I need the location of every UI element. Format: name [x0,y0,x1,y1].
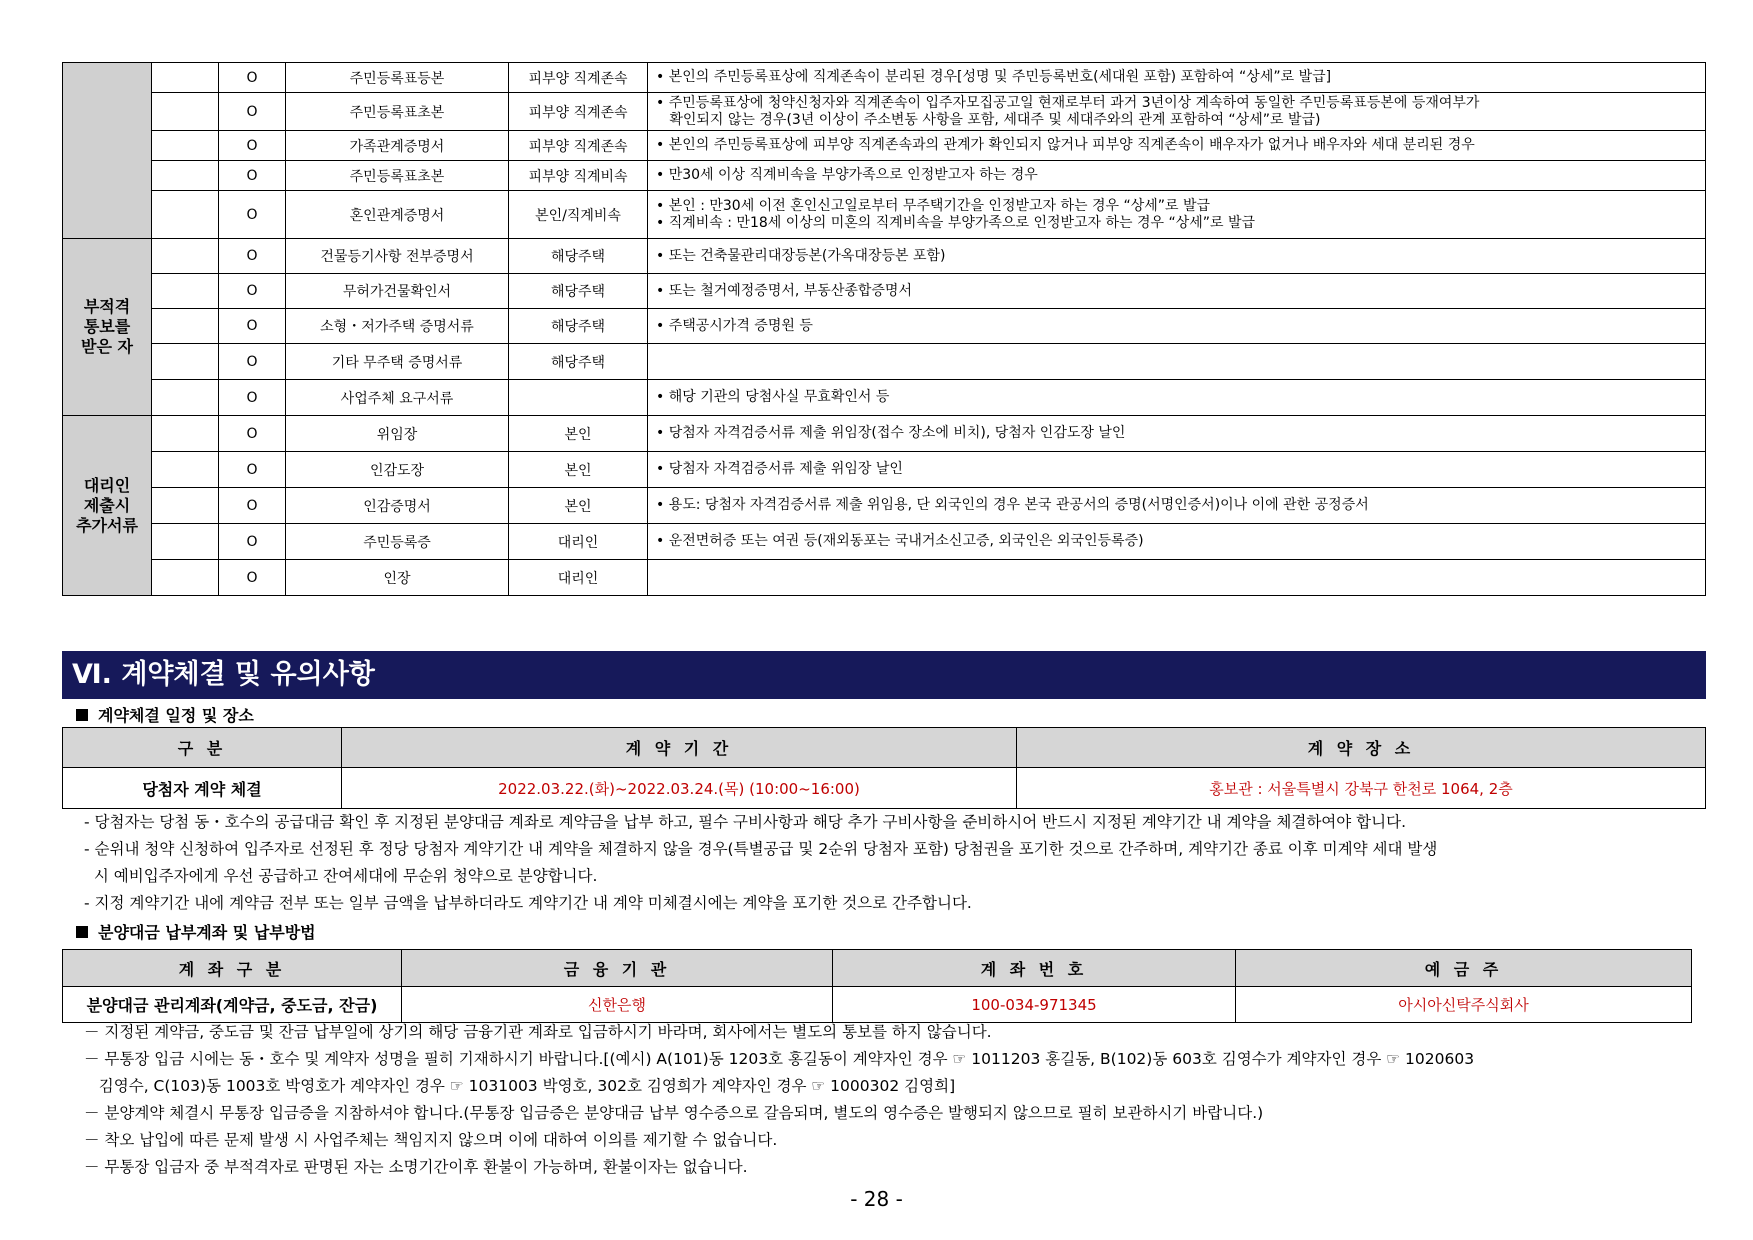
doc-row [63,191,1706,239]
doc-target: 해당주택 [509,274,648,309]
doc-note-line: • 당첨자 자격검증서류 제출 위임장 날인 [656,461,903,477]
doc-notes [648,524,1706,560]
doc-blank-cell [152,93,219,131]
doc-notes [648,131,1706,161]
doc-mark: O [219,93,286,131]
bank-name: 신한은행 [402,987,833,1023]
doc-blank-cell [152,191,219,239]
doc-name: 주민등록표등본 [286,63,509,93]
doc-note-line: • 용도: 당첨자 자격검증서류 제출 위임용, 단 외국인의 경우 본국 관공서의 증명(서명인증서)이나 이에 관한 공정증서 [656,497,1369,513]
note-line: 시 예비입주자에게 우선 공급하고 잔여세대에 무순위 청약으로 분양합니다. [84,867,598,885]
doc-mark: O [219,344,286,380]
note-line: - 당첨자는 당첨 동・호수의 공급대금 확인 후 지정된 분양대금 계좌로 계약금을 납부 하고, 필수 구비사항과 해당 추가 구비사항을 준비하시어 반드시 지정된 계약기간 내 계약을 체결하여야 합니다. [84,813,1407,831]
doc-notes [648,309,1706,344]
doc-name: 인감증명서 [286,488,509,524]
header-bank: 금 융 기 관 [402,950,833,987]
doc-name: 혼인관계증명서 [286,191,509,239]
doc-note-line: • 만30세 이상 직계비속을 부양가족으로 인정받고자 하는 경우 [656,167,1038,183]
doc-target: 대리인 [509,524,648,560]
doc-name: 건물등기사항 전부증명서 [286,239,509,274]
doc-note-line: • 운전면허증 또는 여권 등(재외동포는 국내거소신고증, 외국인은 외국인등록증) [656,533,1144,549]
contract-row-label: 당첨자 계약 체결 [63,768,342,809]
doc-notes [648,239,1706,274]
doc-blank-cell [152,488,219,524]
doc-blank-cell [152,380,219,416]
doc-row [63,560,1706,596]
doc-row [63,63,1706,93]
doc-blank-cell [152,239,219,274]
payment-subhead: 분양대금 납부계좌 및 납부방법 [76,920,316,943]
doc-name: 주민등록표초본 [286,93,509,131]
doc-target: 해당주택 [509,239,648,274]
doc-notes [648,380,1706,416]
doc-notes [648,452,1706,488]
square-bullet-icon [76,709,88,721]
doc-mark: O [219,416,286,452]
doc-mark: O [219,560,286,596]
note-line: - 지정 계약기간 내에 계약금 전부 또는 일부 금액을 납부하더라도 계약기간 내 계약 미체결시에는 계약을 포기한 것으로 간주합니다. [84,894,972,912]
doc-target [509,380,648,416]
doc-target: 본인 [509,416,648,452]
note-line: － 무통장 입금 시에는 동・호수 및 계약자 성명을 필히 기재하시기 바랍니다.[(예시) A(101)동 1203호 홍길동이 계약자인 경우 ☞ 1011203 홍길동, B(102)동 603호 김영수가 계약자인 경우 ☞ 1020603 [84,1050,1475,1068]
doc-notes [648,560,1706,596]
doc-target: 해당주택 [509,344,648,380]
doc-note-line: • 당첨자 자격검증서류 제출 위임장(접수 장소에 비치), 당첨자 인감도장 날인 [656,425,1126,441]
doc-mark: O [219,524,286,560]
doc-row [63,131,1706,161]
doc-mark: O [219,191,286,239]
doc-mark: O [219,488,286,524]
doc-mark: O [219,63,286,93]
doc-name: 위임장 [286,416,509,452]
doc-blank-cell [152,344,219,380]
doc-name: 가족관계증명서 [286,131,509,161]
note-line: 김영수, C(103)동 1003호 박영호가 계약자인 경우 ☞ 1031003 박영호, 302호 김영희가 계약자인 경우 ☞ 1000302 김영희] [84,1077,956,1095]
doc-target: 해당주택 [509,309,648,344]
contract-notes [84,809,1704,917]
doc-notes [648,344,1706,380]
doc-notes [648,274,1706,309]
doc-notes [648,191,1706,239]
doc-notes [648,63,1706,93]
doc-mark: O [219,452,286,488]
doc-group-label: 대리인 제출시 추가서류 [63,416,152,596]
doc-group-label: 부적격 통보를 받은 자 [63,239,152,416]
doc-target: 피부양 직계존속 [509,93,648,131]
doc-row [63,239,1706,274]
page-number: - 28 - [850,1187,903,1211]
doc-name: 인감도장 [286,452,509,488]
doc-name: 무허가건물확인서 [286,274,509,309]
payment-row-label: 분양대금 관리계좌(계약금, 중도금, 잔금) [63,987,402,1023]
doc-name: 주민등록증 [286,524,509,560]
doc-name: 소형・저가주택 증명서류 [286,309,509,344]
doc-row [63,161,1706,191]
doc-blank-cell [152,416,219,452]
doc-row [63,93,1706,131]
doc-notes [648,488,1706,524]
doc-name: 인장 [286,560,509,596]
doc-note-line: • 본인의 주민등록표상에 피부양 직계존속과의 관계가 확인되지 않거나 피부양 직계존속이 배우자가 없거나 배우자와 세대 분리된 경우 [656,137,1475,153]
doc-notes [648,93,1706,131]
note-line: － 분양계약 체결시 무통장 입금증을 지참하셔야 합니다.(무통장 입금증은 분양대금 납부 영수증으로 갈음되며, 별도의 영수증은 발행되지 않으므로 필히 보관하시기 바랍니다.) [84,1104,1264,1122]
doc-mark: O [219,380,286,416]
header-account-number: 계 좌 번 호 [833,950,1236,987]
doc-note-line: • 직계비속 : 만18세 이상의 미혼의 직계비속을 부양가족으로 인정받고자 하는 경우 “상세”로 발급 [656,214,1256,231]
header-holder: 예 금 주 [1236,950,1692,987]
doc-note-line: • 주민등록표상에 청약신청자와 직계존속이 입주자모집공고일 현재로부터 과거 3년이상 계속하여 동일한 주민등록표등본에 등재여부가 [656,94,1480,111]
doc-target: 피부양 직계존속 [509,131,648,161]
doc-row [63,452,1706,488]
doc-note-line: • 또는 철거예정증명서, 부동산종합증명서 [656,282,912,299]
doc-name: 사업주체 요구서류 [286,380,509,416]
doc-note-line: • 또는 건축물관리대장등본(가옥대장등본 포함) [656,247,946,264]
doc-row [63,274,1706,309]
doc-note-line: • 본인 : 만30세 이전 혼인신고일로부터 무주택기간을 인정받고자 하는 경우 “상세”로 발급 [656,197,1211,214]
header-period: 계 약 기 간 [342,728,1017,768]
account-holder: 아시아신탁주식회사 [1236,987,1692,1023]
contract-place: 홍보관 : 서울특별시 강북구 한천로 1064, 2층 [1017,768,1706,809]
doc-row [63,416,1706,452]
contract-subhead: 계약체결 일정 및 장소 [76,703,254,726]
note-line: － 착오 납입에 따른 문제 발생 시 사업주체는 책임지지 않으며 이에 대하여 이의를 제기할 수 없습니다. [84,1131,778,1149]
doc-row [63,524,1706,560]
doc-notes [648,161,1706,191]
payment-notes [84,1019,1704,1181]
doc-blank-cell [152,161,219,191]
doc-target: 대리인 [509,560,648,596]
doc-note-line: 확인되지 않는 경우(3년 이상이 주소변동 사항을 포함, 세대주 및 세대주와의 관계 포함하여 “상세”로 발급) [656,111,1321,128]
contract-period: 2022.03.22.(화)~2022.03.24.(목) (10:00~16:00) [342,768,1017,809]
doc-blank-cell [152,131,219,161]
doc-blank-cell [152,274,219,309]
square-bullet-icon [76,926,88,938]
doc-blank-cell [152,309,219,344]
doc-mark: O [219,161,286,191]
doc-target: 피부양 직계존속 [509,63,648,93]
note-line: - 순위내 청약 신청하여 입주자로 선정된 후 정당 당첨자 계약기간 내 계약을 체결하지 않을 경우(특별공급 및 2순위 당첨자 포함) 당첨권을 포기한 것으로 간주하며, 계약기간 종료 이후 미계약 세대 발생 [84,840,1438,858]
doc-target: 본인/직계비속 [509,191,648,239]
note-line: － 무통장 입금자 중 부적격자로 판명된 자는 소명기간이후 환불이 가능하며, 환불이자는 없습니다. [84,1158,748,1176]
doc-target: 본인 [509,488,648,524]
doc-blank-cell [152,452,219,488]
section-banner [62,651,1706,699]
doc-note-line: • 주택공시가격 증명원 등 [656,317,813,334]
header-place: 계 약 장 소 [1017,728,1706,768]
doc-row [63,344,1706,380]
contract-schedule-table [62,727,1706,809]
account-number: 100-034-971345 [833,987,1236,1023]
doc-notes [648,416,1706,452]
doc-mark: O [219,309,286,344]
section-title: Ⅵ. 계약체결 및 유의사항 [72,659,375,690]
header-account-type: 계 좌 구 분 [63,950,402,987]
note-line: － 지정된 계약금, 중도금 및 잔금 납부일에 상기의 해당 금융기관 계좌로 입금하시기 바라며, 회사에서는 별도의 통보를 하지 않습니다. [84,1023,992,1041]
doc-mark: O [219,131,286,161]
doc-name: 기타 무주택 증명서류 [286,344,509,380]
header-category: 구 분 [63,728,342,768]
doc-mark: O [219,274,286,309]
doc-target: 피부양 직계비속 [509,161,648,191]
doc-blank-cell [152,524,219,560]
doc-blank-cell [152,560,219,596]
doc-row [63,380,1706,416]
doc-group-label [63,63,152,239]
payment-account-table [62,949,1692,1023]
doc-blank-cell [152,63,219,93]
required-documents-table [62,62,1706,596]
doc-target: 본인 [509,452,648,488]
doc-name: 주민등록표초본 [286,161,509,191]
doc-mark: O [219,239,286,274]
doc-row [63,309,1706,344]
doc-row [63,488,1706,524]
doc-note-line: • 본인의 주민등록표상에 직계존속이 분리된 경우[성명 및 주민등록번호(세대원 포함) 포함하여 “상세”로 발급] [656,69,1332,85]
doc-note-line: • 해당 기관의 당첨사실 무효확인서 등 [656,389,890,405]
